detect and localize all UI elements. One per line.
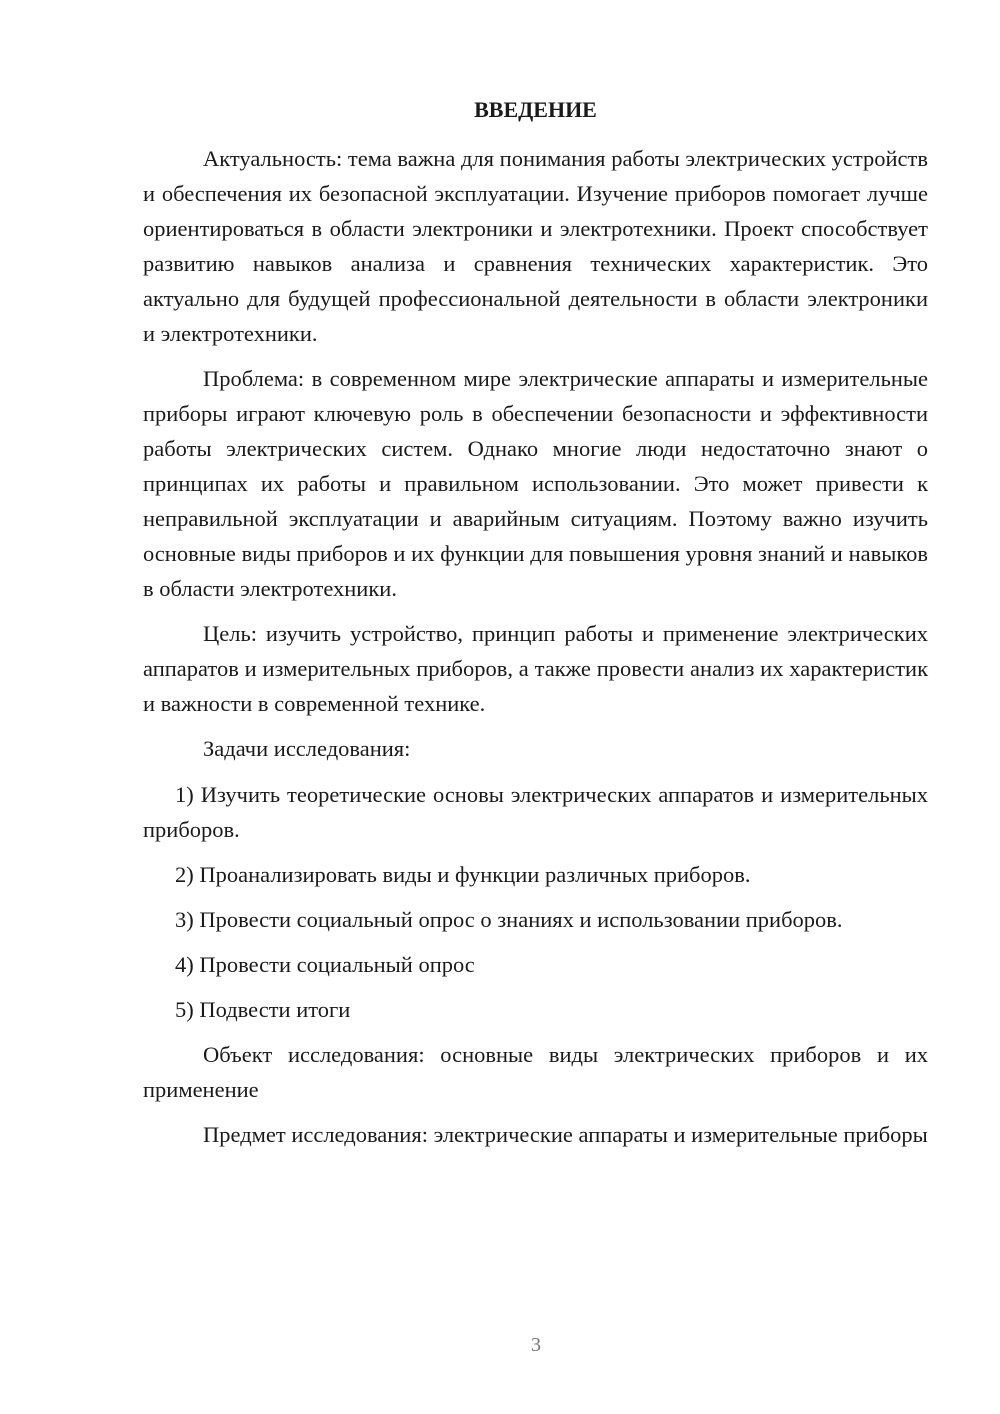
relevance-paragraph: Актуальность: тема важна для понимания работы электрических устройств и обеспечения их безопасной эксплуатации. Изучение приборов помогает лучше ориентироваться в области электроники и электротехники. Проект способствует развитию навыков анализа и сравнения технических характеристик. Это актуально для будущей профессиональной деятельности в области электроники и электротехники. — [143, 146, 928, 346]
object-paragraph: Объект исследования: основные виды электрических приборов и их применение — [143, 1042, 928, 1102]
task-item-1: 1) Изучить теоретические основы электрических аппаратов и измерительных приборов. — [143, 782, 928, 842]
task-item-4: 4) Провести социальный опрос — [175, 952, 475, 977]
page-number: 3 — [531, 1334, 541, 1356]
task-item-5: 5) Подвести итоги — [175, 997, 351, 1022]
document-page — [143, 92, 928, 1162]
task-item-2: 2) Проанализировать виды и функции различных приборов. — [175, 862, 751, 887]
tasks-title: Задачи исследования: — [203, 736, 411, 761]
subject-paragraph: Предмет исследования: электрические аппараты и измерительные приборы — [203, 1122, 928, 1147]
goal-paragraph: Цель: изучить устройство, принцип работы и применение электрических аппаратов и измерительных приборов, а также провести анализ их характеристик и важности в современной технике. — [143, 621, 928, 716]
problem-paragraph: Проблема: в современном мире электрические аппараты и измерительные приборы играют ключевую роль в обеспечении безопасности и эффективности работы электрических систем. Однако многие люди недостаточно знают о принципах их работы и правильном использовании. Это может привести к неправильной эксплуатации и аварийным ситуациям. Поэтому важно изучить основные виды приборов и их функции для повышения уровня знаний и навыков в области электротехники. — [143, 366, 928, 601]
task-item-3: 3) Провести социальный опрос о знаниях и использовании приборов. — [175, 907, 843, 932]
section-heading: ВВЕДЕНИЕ — [474, 97, 597, 122]
